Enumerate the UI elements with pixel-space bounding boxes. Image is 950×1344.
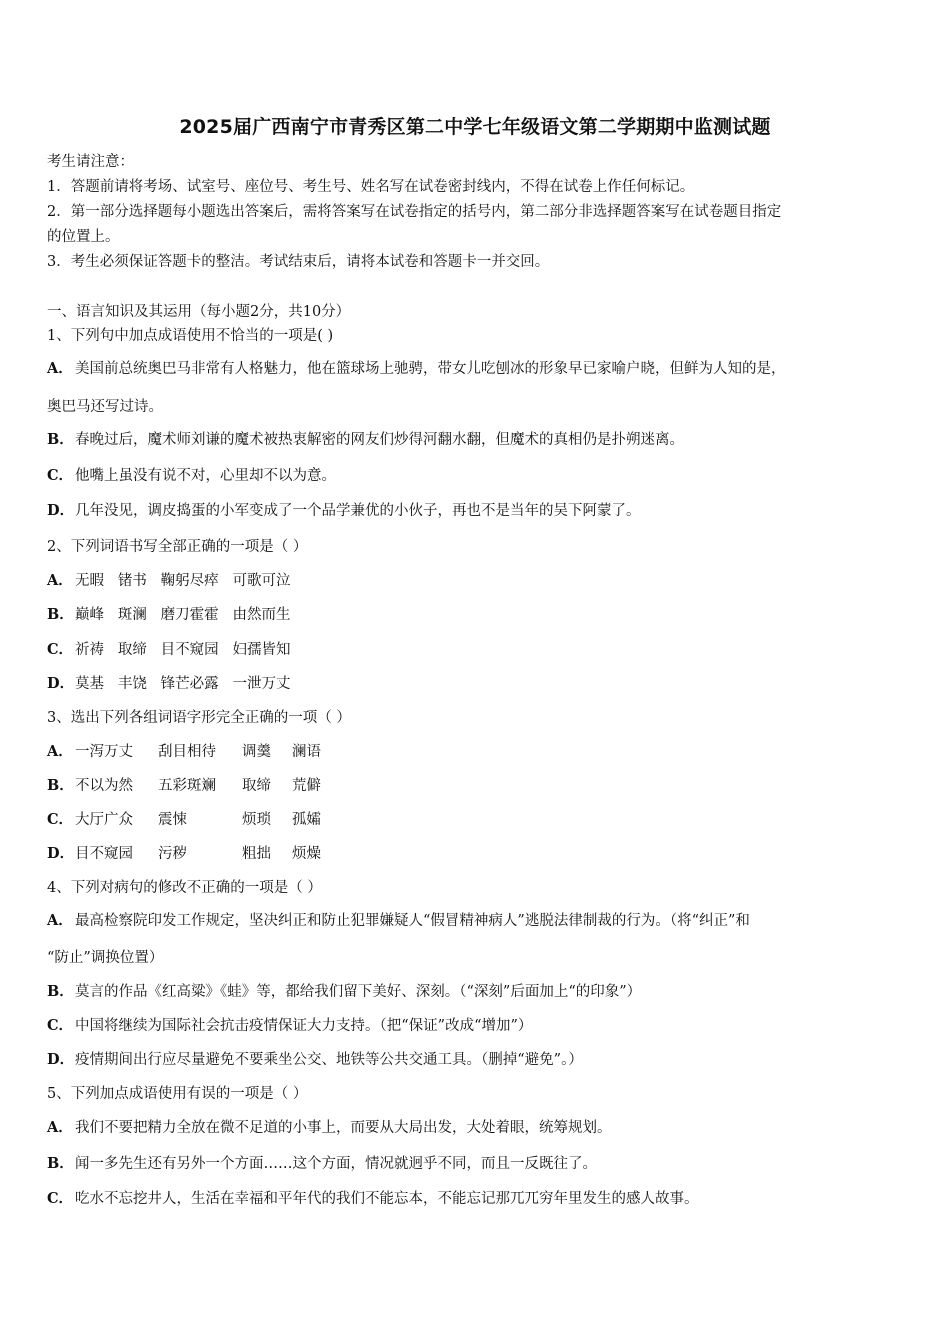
question-3-stem: 3、选出下列各组词语字形完全正确的一项（ ） <box>47 710 351 726</box>
word: 鞠躬尽瘁 <box>160 573 219 589</box>
option-label: A． <box>47 360 73 377</box>
option-text: 最高检察院印发工作规定，坚决纠正和防止犯罪嫌疑人“假冒精神病人”逃脱法律制裁的行为。（将“纠正”和 <box>75 913 750 929</box>
question-4-option-d <box>47 1050 583 1070</box>
question-1-option-a <box>47 359 786 379</box>
question-4-option-a-cont: “防止”调换位置） <box>47 950 164 966</box>
word: 孤孀 <box>292 812 321 828</box>
option-label: C． <box>47 467 74 484</box>
option-label: C． <box>47 811 74 828</box>
word: 无暇 <box>75 573 104 589</box>
option-label: A． <box>47 912 73 929</box>
option-label: B． <box>47 431 74 448</box>
option-label: D． <box>47 1051 75 1068</box>
question-3-option-a <box>47 742 75 762</box>
option-label: C． <box>47 1190 74 1207</box>
word: 由然而生 <box>232 607 291 623</box>
word: 莫基 <box>75 676 104 692</box>
word: 磨刀霍霍 <box>160 607 219 623</box>
question-2-option-a <box>47 571 290 591</box>
word: 锋芒必露 <box>160 676 219 692</box>
page-title: 2025届广西南宁市青秀区第二中学七年级语文第二学期期中监测试题 <box>179 116 771 138</box>
notice-item-2-cont: 的位置上。 <box>47 229 120 245</box>
option-label: B． <box>47 606 74 623</box>
question-1-option-d <box>47 501 641 521</box>
word: 一泄万丈 <box>232 676 291 692</box>
word: 目不窥园 <box>75 846 133 862</box>
word: 荒僻 <box>292 778 321 794</box>
word: 祈祷 <box>75 642 104 658</box>
word: 调羹 <box>242 744 271 760</box>
option-label: B． <box>47 777 74 794</box>
option-label: B． <box>47 1155 74 1172</box>
question-3-option-d <box>47 844 75 864</box>
word: 巅峰 <box>75 607 104 623</box>
question-2-stem: 2、下列词语书写全部正确的一项是（ ） <box>47 539 308 555</box>
section-heading: 一、语言知识及其运用（每小题2分，共10分） <box>47 304 351 320</box>
word: 五彩斑斓 <box>158 778 216 794</box>
option-text: 春晚过后，魔术师刘谦的魔术被热衷解密的网友们炒得河翻水翻，但魔术的真相仍是扑朔迷离。 <box>75 432 684 448</box>
question-2-option-b <box>47 605 290 625</box>
word: 锗书 <box>117 573 147 589</box>
notice-item-3: 3．考生必须保证答题卡的整洁。考试结束后，请将本试卷和答题卡一并交回。 <box>47 254 550 270</box>
word: 不以为然 <box>75 778 133 794</box>
option-text: 莫言的作品《红高粱》《蛙》等，都给我们留下美好、深刻。（“深刻”后面加上“的印象”） <box>75 984 642 1000</box>
option-text: 闻一多先生还有另外一个方面……这个方面，情况就迥乎不同，而且一反既往了。 <box>75 1156 597 1172</box>
word: 烦琐 <box>242 812 271 828</box>
option-label: C． <box>47 1017 74 1034</box>
word: 大厅广众 <box>75 812 133 828</box>
question-1-stem: 1、下列句中加点成语使用不恰当的一项是( ) <box>47 328 334 344</box>
notice-heading: 考生请注意： <box>47 154 134 170</box>
option-label: B． <box>47 983 74 1000</box>
option-label: A． <box>47 1119 73 1136</box>
word: 丰饶 <box>117 676 147 692</box>
option-label: D． <box>47 845 75 862</box>
question-3-option-c <box>47 810 75 830</box>
option-label: A． <box>47 572 73 589</box>
option-text: 美国前总统奥巴马非常有人格魅力，他在篮球场上驰骋，带女儿吃刨冰的形象早已家喻户晓，但鲜为人知的是， <box>75 361 786 377</box>
notice-item-2: 2．第一部分选择题每小题选出答案后，需将答案写在试卷指定的括号内，第二部分非选择题答案写在试卷题目指定 <box>47 204 782 220</box>
word: 一泻万丈 <box>75 744 133 760</box>
word: 取缔 <box>117 642 147 658</box>
question-5-stem: 5、下列加点成语使用有误的一项是（ ） <box>47 1086 308 1102</box>
option-label: D． <box>47 675 75 692</box>
question-1-option-b <box>47 430 684 450</box>
option-text: 他嘴上虽没有说不对，心里却不以为意。 <box>75 468 336 484</box>
option-label: A． <box>47 743 73 760</box>
question-5-option-a <box>47 1118 612 1138</box>
question-5-option-c <box>47 1189 699 1209</box>
word: 污秽 <box>158 846 187 862</box>
option-label: D． <box>47 502 75 519</box>
word: 澜语 <box>292 744 321 760</box>
word: 取缔 <box>242 778 271 794</box>
question-2-option-c <box>47 640 290 660</box>
option-text: 我们不要把精力全放在微不足道的小事上，而要从大局出发，大处着眼，统筹规划。 <box>75 1120 612 1136</box>
option-text: 几年没见，调皮捣蛋的小军变成了一个品学兼优的小伙子，再也不是当年的吴下阿蒙了。 <box>75 503 641 519</box>
question-1-option-a-cont: 奥巴马还写过诗。 <box>47 399 163 415</box>
word: 斑澜 <box>117 607 147 623</box>
option-text: 中国将继续为国际社会抗击疫情保证大力支持。（把“保证”改成“增加”） <box>75 1018 533 1034</box>
option-text: 吃水不忘挖井人，生活在幸福和平年代的我们不能忘本，不能忘记那兀兀穷年里发生的感人故事。 <box>75 1191 699 1207</box>
word: 可歌可泣 <box>232 573 291 589</box>
word: 刮目相待 <box>158 744 216 760</box>
option-label: C． <box>47 641 74 658</box>
word: 粗拙 <box>242 846 271 862</box>
notice-item-1: 1．答题前请将考场、试室号、座位号、考生号、姓名写在试卷密封线内，不得在试卷上作任何标记。 <box>47 179 695 195</box>
option-text: 疫情期间出行应尽量避免不要乘坐公交、地铁等公共交通工具。（删掉“避免”。） <box>75 1052 583 1068</box>
question-5-option-b <box>47 1154 597 1174</box>
word: 目不窥园 <box>160 642 219 658</box>
word: 烦燥 <box>292 846 321 862</box>
question-4-option-c <box>47 1016 532 1036</box>
question-2-option-d <box>47 674 290 694</box>
question-3-option-b <box>47 776 75 796</box>
question-4-option-a <box>47 911 750 931</box>
question-4-option-b <box>47 982 641 1002</box>
question-1-option-c <box>47 466 336 486</box>
word: 妇孺皆知 <box>232 642 291 658</box>
question-4-stem: 4、下列对病句的修改不正确的一项是（ ） <box>47 880 322 896</box>
word: 震悚 <box>158 812 187 828</box>
